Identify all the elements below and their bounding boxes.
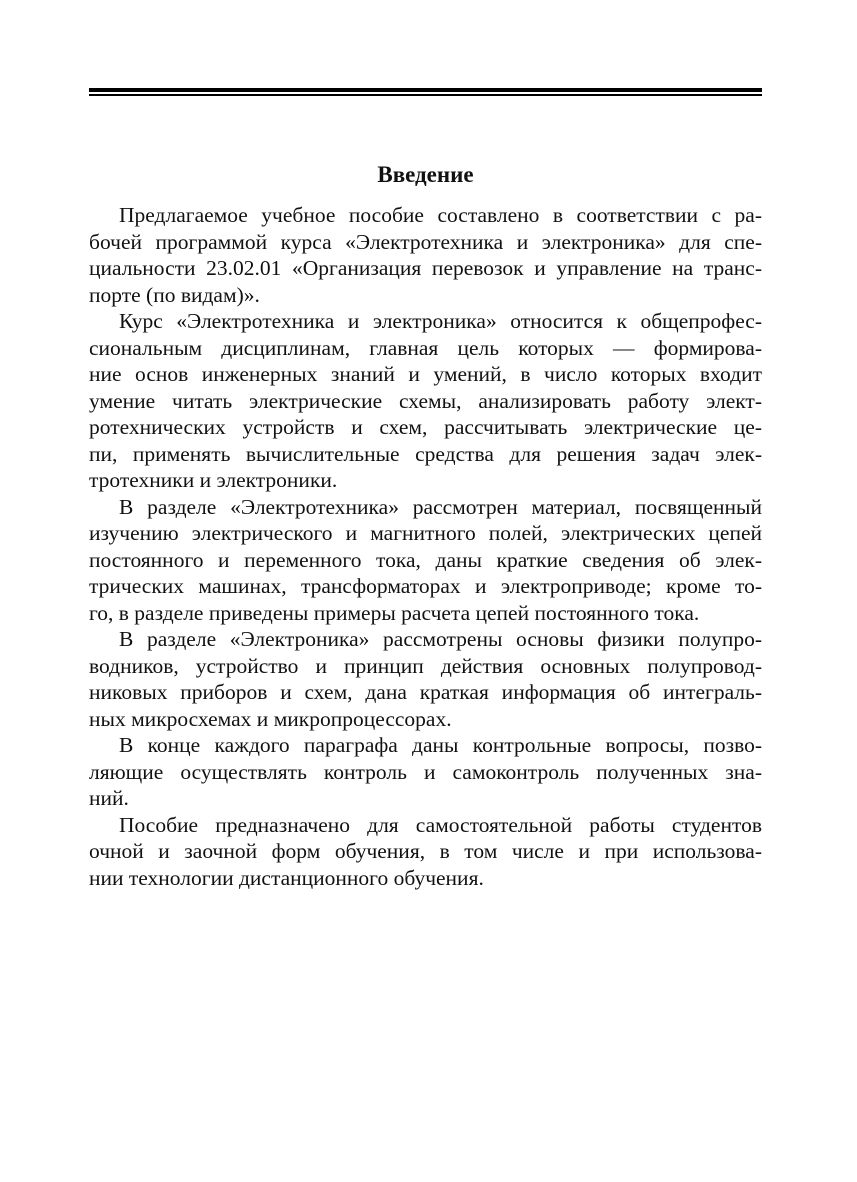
header-rule-thick bbox=[89, 88, 762, 92]
section-title: Введение bbox=[377, 162, 474, 187]
text-line: порте (по видам)». bbox=[89, 282, 260, 307]
text-line: тротехники и электроники. bbox=[89, 468, 338, 492]
text-line: трических машинах, трансформаторах и электроприводе; кроме то- bbox=[89, 574, 762, 598]
text-line: бочей программой курса «Электротехника и электроника» для спе- bbox=[89, 229, 762, 254]
text-line: ний. bbox=[89, 786, 129, 810]
text-line: Предлагаемое учебное пособие составлено в соответствии с ра- bbox=[119, 203, 762, 227]
text-line: очной и заочной форм обучения, в том числе и при использова- bbox=[89, 839, 762, 863]
text-line: нии технологии дистанционного обучения. bbox=[89, 865, 484, 890]
text-line: пи, применять вычислительные средства для решения задач элек- bbox=[89, 441, 762, 466]
text-line: изучению электрического и магнитного полей, электрических цепей bbox=[89, 521, 762, 545]
paragraph bbox=[89, 202, 762, 308]
text-line: циальности 23.02.01 «Организация перевозок и управление на транс- bbox=[89, 256, 762, 280]
body-text bbox=[89, 202, 762, 891]
paragraph bbox=[89, 732, 762, 812]
text-line: постоянного и переменного тока, даны краткие сведения об элек- bbox=[89, 547, 762, 572]
text-line: ние основ инженерных знаний и умений, в число которых входит bbox=[89, 362, 762, 386]
text-line: никовых приборов и схем, дана краткая информация об интеграль- bbox=[89, 680, 762, 704]
paragraph bbox=[89, 308, 762, 494]
text-line: ротехнических устройств и схем, рассчитывать электрические це- bbox=[89, 415, 762, 439]
text-line: ляющие осуществлять контроль и самоконтроль полученных зна- bbox=[89, 759, 762, 784]
paragraph bbox=[89, 626, 762, 732]
text-line: Пособие предназначено для самостоятельной работы студентов bbox=[119, 812, 762, 837]
paragraph bbox=[89, 494, 762, 627]
text-line: го, в разделе приведены примеры расчета цепей постоянного тока. bbox=[89, 600, 700, 625]
text-line: ных микросхемах и микропроцессорах. bbox=[89, 706, 452, 731]
paragraph bbox=[89, 812, 762, 892]
text-line: сиональным дисциплинам, главная цель которых — формирова- bbox=[89, 335, 762, 360]
text-line: умение читать электрические схемы, анализировать работу элект- bbox=[89, 388, 762, 413]
text-line: водников, устройство и принцип действия основных полупровод- bbox=[89, 653, 762, 678]
header-rule-thin bbox=[89, 94, 762, 96]
text-line: В разделе «Электротехника» рассмотрен материал, посвященный bbox=[119, 494, 762, 519]
text-line: В конце каждого параграфа даны контрольные вопросы, позво- bbox=[119, 733, 762, 757]
text-line: Курс «Электротехника и электроника» относится к общепрофес- bbox=[119, 309, 762, 333]
text-line: В разделе «Электроника» рассмотрены основы физики полупро- bbox=[119, 627, 762, 651]
